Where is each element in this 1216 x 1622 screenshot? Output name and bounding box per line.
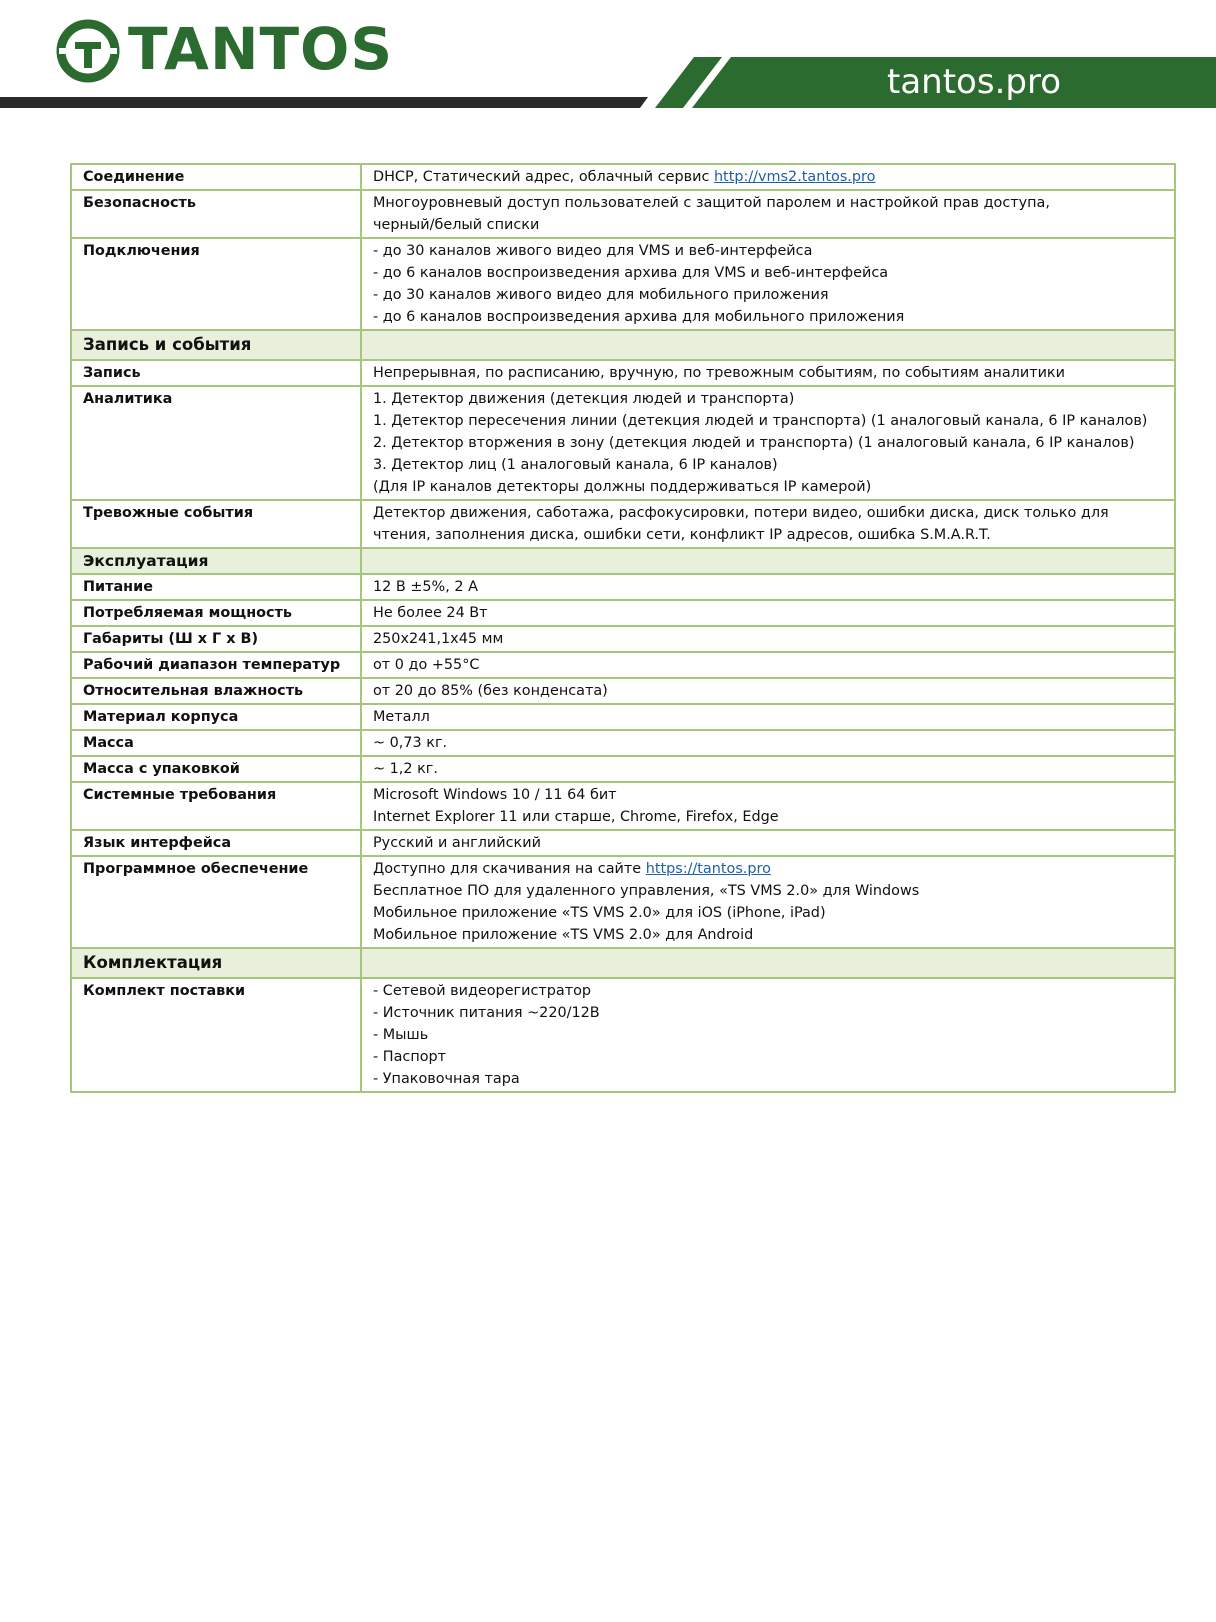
spec-value	[361, 626, 1175, 652]
spec-value	[361, 730, 1175, 756]
spec-label: Масса	[71, 730, 361, 756]
spec-label: Материал корпуса	[71, 704, 361, 730]
spec-value	[361, 782, 1175, 830]
spec-value	[361, 190, 1175, 238]
spec-value-line	[373, 502, 1164, 524]
spec-value-text: черный/белый списки	[373, 217, 540, 233]
spec-value-line	[373, 476, 1164, 498]
spec-value-line	[373, 524, 1164, 546]
spec-value-line	[373, 1002, 1164, 1024]
section-title: Комплектация	[71, 948, 361, 978]
spec-value-text: - до 30 каналов живого видео для мобильного приложения	[373, 287, 829, 303]
spec-value-text: от 20 до 85% (без конденсата)	[373, 683, 608, 699]
spec-value-text: 1. Детектор движения (детекция людей и транспорта)	[373, 391, 795, 407]
spec-row	[71, 360, 1175, 386]
spec-value-text: Мобильное приложение «TS VMS 2.0» для iOS (iPhone, iPad)	[373, 905, 826, 921]
spec-label: Тревожные события	[71, 500, 361, 548]
spec-value-line	[373, 240, 1164, 262]
spec-value	[361, 830, 1175, 856]
spec-value	[361, 678, 1175, 704]
spec-value-text: - Сетевой видеорегистратор	[373, 983, 592, 999]
section-header	[71, 948, 1175, 978]
spec-value-line	[373, 784, 1164, 806]
spec-row	[71, 238, 1175, 330]
spec-value-line	[373, 306, 1164, 328]
spec-label: Аналитика	[71, 386, 361, 500]
spec-value-line	[373, 1024, 1164, 1046]
spec-label: Рабочий диапазон температур	[71, 652, 361, 678]
spec-label: Относительная влажность	[71, 678, 361, 704]
spec-value-text: Многоуровневый доступ пользователей с защитой паролем и настройкой прав доступа,	[373, 195, 1050, 211]
spec-label: Язык интерфейса	[71, 830, 361, 856]
spec-value-line	[373, 1046, 1164, 1068]
spec-value-line	[373, 706, 1164, 728]
spec-value-text: - до 6 каналов воспроизведения архива для мобильного приложения	[373, 309, 905, 325]
spec-value-text: Internet Explorer 11 или старше, Chrome, Firefox, Edge	[373, 809, 779, 825]
spec-value-line	[373, 362, 1164, 384]
spec-value-line	[373, 924, 1164, 946]
spec-value-text: - до 6 каналов воспроизведения архива для VMS и веб-интерфейса	[373, 265, 889, 281]
spec-row	[71, 164, 1175, 190]
spec-value-line	[373, 410, 1164, 432]
spec-value	[361, 386, 1175, 500]
spec-label: Программное обеспечение	[71, 856, 361, 948]
spec-value-text: (Для IP каналов детекторы должны поддерживаться IP камерой)	[373, 479, 872, 495]
spec-value-line	[373, 262, 1164, 284]
spec-value-line	[373, 858, 1164, 880]
spec-value-line	[373, 192, 1164, 214]
spec-table	[70, 163, 1176, 1093]
spec-value	[361, 704, 1175, 730]
spec-value-line	[373, 758, 1164, 780]
spec-row	[71, 978, 1175, 1092]
section-filler	[361, 948, 1175, 978]
spec-label: Безопасность	[71, 190, 361, 238]
spec-value-line	[373, 166, 1164, 188]
spec-value-line	[373, 680, 1164, 702]
brand-name: TANTOS	[128, 15, 394, 83]
section-title: Эксплуатация	[71, 548, 361, 574]
spec-label: Подключения	[71, 238, 361, 330]
spec-value-line	[373, 432, 1164, 454]
site-url[interactable]: tantos.pro	[887, 62, 1061, 102]
spec-value-text: 1. Детектор пересечения линии (детекция людей и транспорта) (1 аналоговый канала, 6 IP каналов)	[373, 413, 1148, 429]
spec-label: Соединение	[71, 164, 361, 190]
spec-value-text: Бесплатное ПО для удаленного управления, «TS VMS 2.0» для Windows	[373, 883, 920, 899]
section-filler	[361, 548, 1175, 574]
spec-value-text: Детектор движения, саботажа, расфокусировки, потери видео, ошибки диска, диск только для	[373, 505, 1109, 521]
spec-row	[71, 386, 1175, 500]
spec-row	[71, 730, 1175, 756]
spec-value	[361, 164, 1175, 190]
spec-label: Питание	[71, 574, 361, 600]
spec-value-text: от 0 до +55°С	[373, 657, 480, 673]
spec-value-line	[373, 654, 1164, 676]
spec-value-line	[373, 732, 1164, 754]
spec-value-text: - до 30 каналов живого видео для VMS и веб-интерфейса	[373, 243, 813, 259]
page-header	[0, 0, 1216, 120]
spec-value	[361, 238, 1175, 330]
spec-label: Запись	[71, 360, 361, 386]
section-filler	[361, 330, 1175, 360]
section-header	[71, 330, 1175, 360]
spec-value	[361, 500, 1175, 548]
spec-row	[71, 190, 1175, 238]
spec-label: Габариты (Ш х Г х В)	[71, 626, 361, 652]
spec-table-body	[71, 164, 1175, 1092]
spec-row	[71, 704, 1175, 730]
spec-value-line	[373, 576, 1164, 598]
spec-value-text: чтения, заполнения диска, ошибки сети, конфликт IP адресов, ошибка S.M.A.R.T.	[373, 527, 991, 543]
spec-value-text: Доступно для скачивания на сайте	[373, 861, 646, 877]
section-title: Запись и события	[71, 330, 361, 360]
spec-value-text: DHCP, Статический адрес, облачный сервис	[373, 169, 714, 185]
spec-value-line	[373, 284, 1164, 306]
tantos-logo-icon	[55, 18, 121, 84]
spec-row	[71, 652, 1175, 678]
spec-value	[361, 600, 1175, 626]
spec-value-text: 2. Детектор вторжения в зону (детекция людей и транспорта) (1 аналоговый канала, 6 IP каналов)	[373, 435, 1135, 451]
spec-row	[71, 574, 1175, 600]
spec-value-text: Microsoft Windows 10 / 11 64 бит	[373, 787, 617, 803]
spec-value	[361, 978, 1175, 1092]
spec-row	[71, 600, 1175, 626]
spec-value-line	[373, 214, 1164, 236]
spec-value-text: Непрерывная, по расписанию, вручную, по тревожным событиям, по событиям аналитики	[373, 365, 1065, 381]
spec-link[interactable]: https://tantos.pro	[645, 861, 771, 877]
spec-value-text: ~ 0,73 кг.	[373, 735, 448, 751]
spec-row	[71, 756, 1175, 782]
spec-value-text: ~ 1,2 кг.	[373, 761, 438, 777]
header-dark-stripe	[0, 97, 648, 108]
spec-row	[71, 782, 1175, 830]
spec-value-text: - Паспорт	[373, 1049, 447, 1065]
spec-row	[71, 856, 1175, 948]
spec-value	[361, 856, 1175, 948]
spec-value-line	[373, 1068, 1164, 1090]
spec-row	[71, 626, 1175, 652]
spec-value	[361, 652, 1175, 678]
spec-row	[71, 830, 1175, 856]
spec-value-line	[373, 880, 1164, 902]
spec-label: Потребляемая мощность	[71, 600, 361, 626]
spec-link[interactable]: http://vms2.tantos.pro	[713, 169, 876, 185]
spec-value-text: 12 В ±5%, 2 А	[373, 579, 478, 595]
spec-label: Системные требования	[71, 782, 361, 830]
spec-value-text: - Упаковочная тара	[373, 1071, 520, 1087]
spec-value-line	[373, 454, 1164, 476]
spec-value-text: Не более 24 Вт	[373, 605, 488, 621]
spec-value-text: Металл	[373, 709, 430, 725]
spec-label: Комплект поставки	[71, 978, 361, 1092]
spec-value-line	[373, 388, 1164, 410]
spec-row	[71, 500, 1175, 548]
spec-value-text: 3. Детектор лиц (1 аналоговый канала, 6 IP каналов)	[373, 457, 778, 473]
spec-value	[361, 574, 1175, 600]
spec-value-text: - Источник питания ~220/12В	[373, 1005, 600, 1021]
spec-value-line	[373, 806, 1164, 828]
section-header	[71, 548, 1175, 574]
spec-value-text: Мобильное приложение «TS VMS 2.0» для Android	[373, 927, 754, 943]
spec-value	[361, 360, 1175, 386]
spec-label: Масса с упаковкой	[71, 756, 361, 782]
spec-value-text: Русский и английский	[373, 835, 541, 851]
spec-value-line	[373, 628, 1164, 650]
spec-value-line	[373, 832, 1164, 854]
spec-value-line	[373, 980, 1164, 1002]
spec-value	[361, 756, 1175, 782]
spec-row	[71, 678, 1175, 704]
spec-value-text: 250x241,1x45 мм	[373, 631, 504, 647]
spec-value-line	[373, 902, 1164, 924]
spec-value-line	[373, 602, 1164, 624]
spec-value-text: - Мышь	[373, 1027, 429, 1043]
